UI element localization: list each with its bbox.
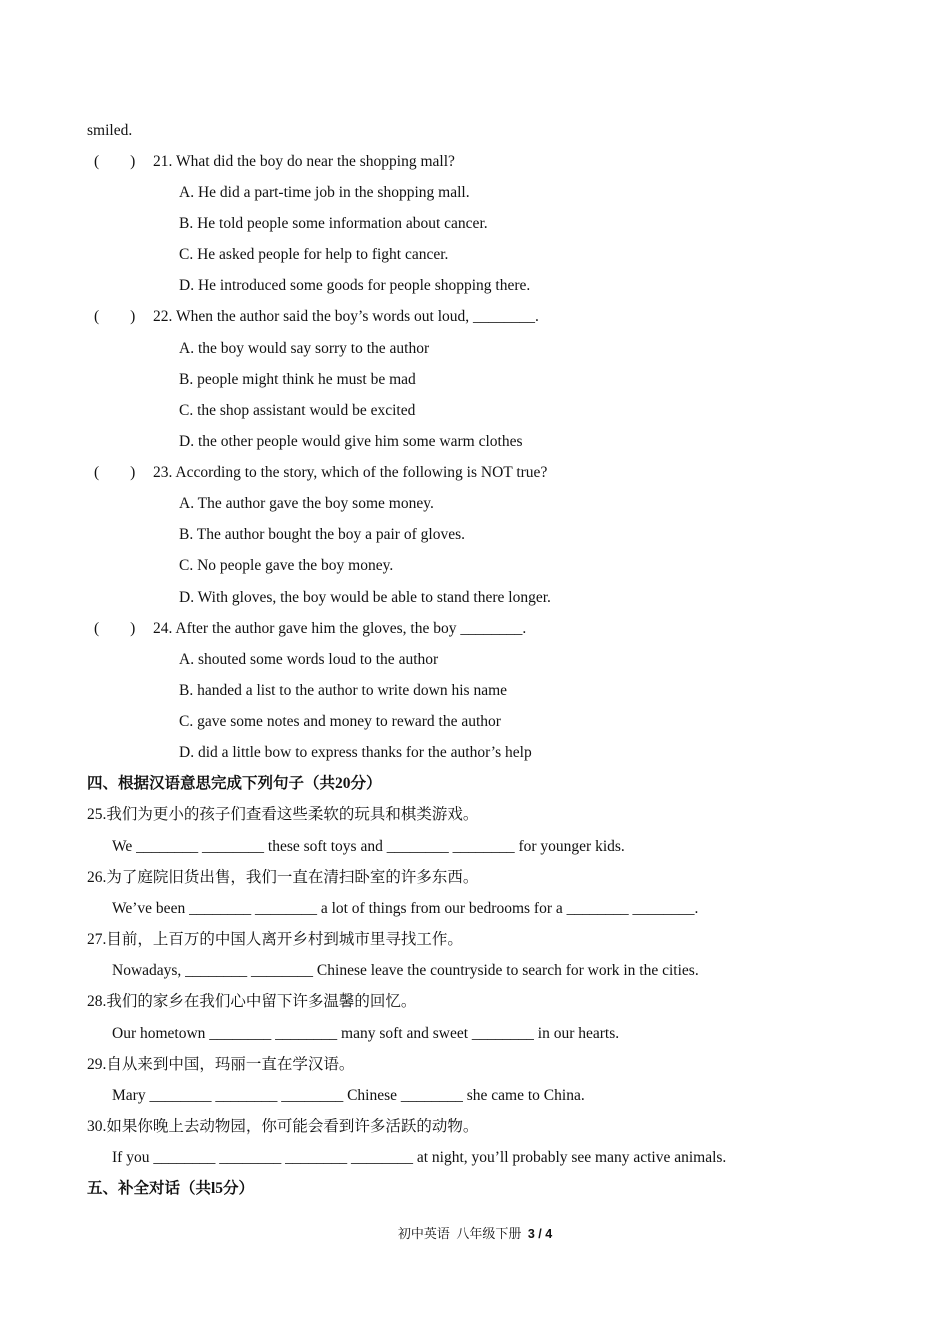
sentence-29-english: Mary ________ ________ ________ Chinese ________ she came to China. <box>112 1087 585 1104</box>
option-23-c: C. No people gave the boy money. <box>179 557 394 574</box>
sentence-28-english: Our hometown ________ ________ many soft and sweet ________ in our hearts. <box>112 1025 620 1042</box>
sentence-29-chinese: 29.自从来到中国，玛丽一直在学汉语。 <box>87 1056 355 1073</box>
option-23-d: D. With gloves, the boy would be able to stand there longer. <box>179 589 551 606</box>
answer-bracket-22: ( ) <box>94 308 136 325</box>
option-21-b: B. He told people some information about cancer. <box>179 215 488 232</box>
option-23-a: A. The author gave the boy some money. <box>179 495 434 512</box>
answer-bracket-21: ( ) <box>94 153 136 170</box>
option-24-c: C. gave some notes and money to reward the author <box>179 713 501 730</box>
question-stem-24: 24. After the author gave him the gloves, the boy ________. <box>153 620 527 637</box>
section-5-heading: 五、补全对话（共l5分） <box>87 1180 255 1197</box>
sentence-27-chinese: 27.目前，上百万的中国人离开乡村到城市里寻找工作。 <box>87 931 463 948</box>
sentence-26-chinese: 26.为了庭院旧货出售，我们一直在清扫卧室的许多东西。 <box>87 869 479 886</box>
question-stem-21: 21. What did the boy do near the shopping mall? <box>153 153 455 170</box>
option-22-a: A. the boy would say sorry to the author <box>179 340 430 357</box>
sentence-27-english: Nowadays, ________ ________ Chinese leave the countryside to search for work in the cities. <box>112 962 699 979</box>
question-stem-22: 22. When the author said the boy’s words out loud, ________. <box>153 308 539 325</box>
page-footer <box>0 1224 950 1244</box>
section-4-heading: 四、根据汉语意思完成下列句子（共20分） <box>87 775 382 792</box>
page-number: 3 / 4 <box>527 1227 553 1241</box>
option-22-b: B. people might think he must be mad <box>179 371 416 388</box>
sentence-30-chinese: 30.如果你晚上去动物园，你可能会看到许多活跃的动物。 <box>87 1118 479 1135</box>
continuation-text: smiled. <box>87 122 133 139</box>
option-24-a: A. shouted some words loud to the author <box>179 651 439 668</box>
option-24-b: B. handed a list to the author to write down his name <box>179 682 508 699</box>
option-21-d: D. He introduced some goods for people shopping there. <box>179 277 531 294</box>
option-23-b: B. The author bought the boy a pair of gloves. <box>179 526 465 543</box>
sentence-25-english: We ________ ________ these soft toys and ________ ________ for younger kids. <box>112 838 625 855</box>
sentence-26-english: We’ve been ________ ________ a lot of things from our bedrooms for a ________ ________. <box>112 900 699 917</box>
answer-bracket-23: ( ) <box>94 464 136 481</box>
sentence-25-chinese: 25.我们为更小的孩子们查看这些柔软的玩具和棋类游戏。 <box>87 806 479 823</box>
question-stem-23: 23. According to the story, which of the following is NOT true? <box>153 464 548 481</box>
option-21-a: A. He did a part-time job in the shopping mall. <box>179 184 470 201</box>
option-24-d: D. did a little bow to express thanks for the author’s help <box>179 744 532 761</box>
option-21-c: C. He asked people for help to fight cancer. <box>179 246 449 263</box>
option-22-c: C. the shop assistant would be excited <box>179 402 416 419</box>
answer-bracket-24: ( ) <box>94 620 136 637</box>
footer-course-label: 初中英语 八年级下册 <box>397 1226 528 1241</box>
sentence-28-chinese: 28.我们的家乡在我们心中留下许多温馨的回忆。 <box>87 993 417 1010</box>
sentence-30-english: If you ________ ________ ________ ________ at night, you’ll probably see many active animals. <box>112 1149 727 1166</box>
option-22-d: D. the other people would give him some warm clothes <box>179 433 523 450</box>
